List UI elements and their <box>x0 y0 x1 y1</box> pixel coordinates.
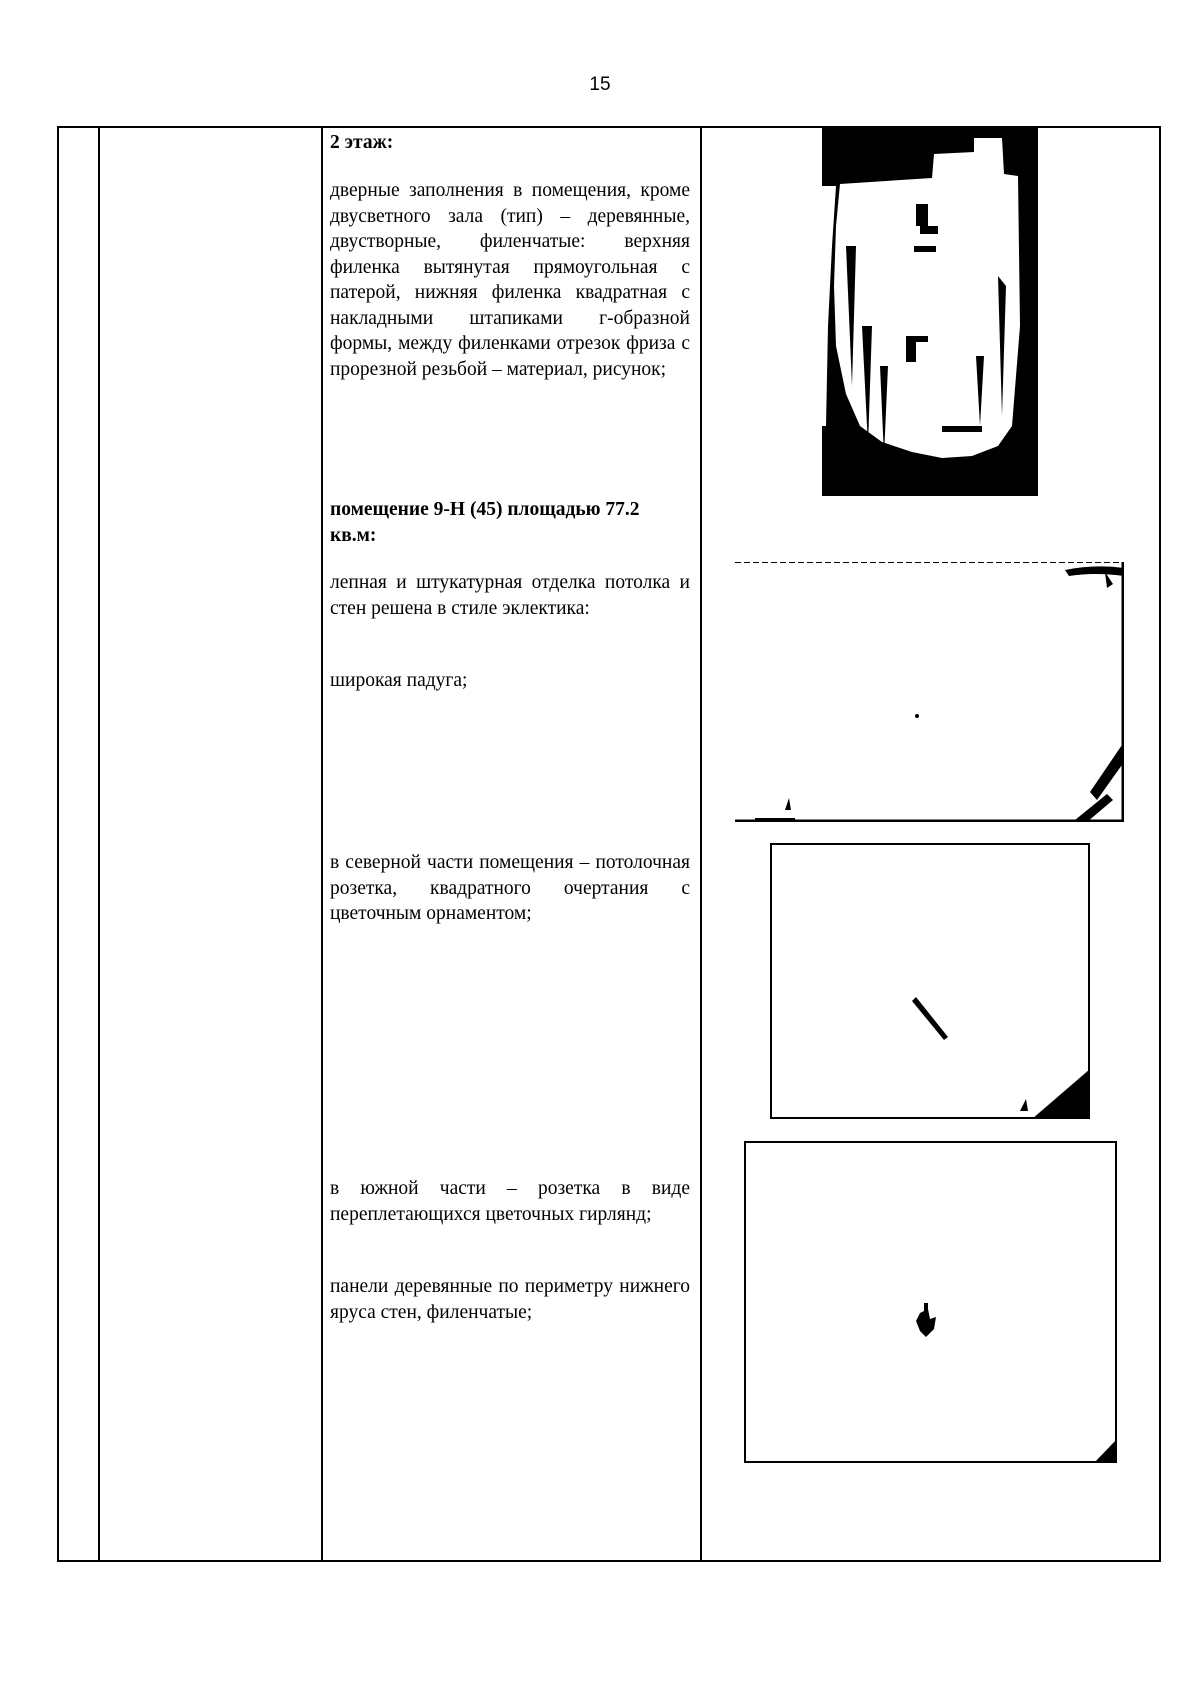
panels-description: панели деревянные по периметру нижнего яруса стен, филенчатые; <box>330 1276 690 1323</box>
north-rosette-description: в северной части помещения – потолочная розетка, квадратного очертания с цветочным орнаментом; <box>330 852 690 924</box>
north-rosette-photo <box>770 843 1090 1119</box>
padouga-description: широкая падуга; <box>330 670 468 691</box>
page-number: 15 <box>589 74 611 95</box>
doors-description: дверные заполнения в помещения, кроме двусветного зала (тип) – деревянные, двустворные, филенчатые: верхняя филенка вытянутая прямоугольная с патерой, нижняя филенка квадратная с накладными штапиками г-образной формы, между филенками отрезок фриза с прорезной резьбой – материал, рисунок; <box>330 180 690 380</box>
column-divider-3 <box>700 126 702 1562</box>
floor-heading: 2 этаж: <box>330 132 394 153</box>
padouga-photo <box>735 562 1124 822</box>
column-divider-2 <box>321 126 323 1562</box>
room-heading: помещение 9-Н (45) площадью 77.2 кв.м: <box>330 499 640 546</box>
south-rosette-description: в южной части – розетка в виде переплетающихся цветочных гирлянд; <box>330 1178 690 1225</box>
finish-description: лепная и штукатурная отделка потолка и стен решена в стиле эклектика: <box>330 572 690 619</box>
column-divider-1 <box>98 126 100 1562</box>
south-rosette-photo <box>744 1141 1117 1463</box>
door-photo <box>822 126 1038 496</box>
